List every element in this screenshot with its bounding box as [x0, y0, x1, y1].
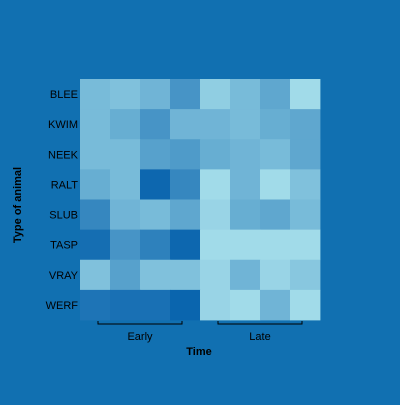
heatmap-cell	[200, 200, 230, 231]
row-label: VRAY	[48, 269, 78, 282]
heatmap-cell	[110, 260, 140, 291]
heatmap-cell	[170, 169, 200, 200]
heatmap-cell	[290, 109, 320, 140]
heatmap-cell	[140, 169, 170, 200]
heatmap-cell	[110, 290, 140, 321]
heatmap-cell	[140, 230, 170, 261]
heatmap-cell	[200, 169, 230, 200]
heatmap-cell	[140, 139, 170, 170]
heatmap-cell	[260, 79, 290, 110]
x-axis-title: Time	[186, 346, 212, 358]
heatmap-cell	[200, 230, 230, 261]
heatmap-cell	[230, 260, 260, 291]
row-label: RALT	[50, 179, 78, 192]
heatmap-cell	[140, 79, 170, 110]
heatmap-cell	[260, 290, 290, 321]
heatmap-cell	[290, 169, 320, 200]
heatmap-cell	[110, 139, 140, 170]
heatmap-cell	[200, 109, 230, 140]
heatmap-cell	[80, 169, 110, 200]
heatmap-cells	[80, 79, 320, 320]
heatmap-cell	[290, 139, 320, 170]
heatmap-cell	[140, 260, 170, 291]
heatmap-cell	[290, 230, 320, 261]
heatmap-cell	[170, 139, 200, 170]
heatmap-cell	[260, 260, 290, 291]
heatmap-cell	[80, 139, 110, 170]
heatmap-cell	[80, 109, 110, 140]
row-label: KWIM	[48, 119, 78, 132]
heatmap-cell	[260, 230, 290, 261]
heatmap-cell	[170, 109, 200, 140]
heatmap-cell	[230, 169, 260, 200]
group-label: Early	[127, 331, 153, 343]
heatmap-cell	[80, 200, 110, 231]
heatmap-cell	[80, 260, 110, 291]
heatmap-cell	[170, 290, 200, 321]
heatmap-cell	[110, 79, 140, 110]
heatmap-cell	[140, 200, 170, 231]
heatmap-cell	[110, 200, 140, 231]
heatmap-cell	[260, 109, 290, 140]
heatmap-cell	[290, 290, 320, 321]
heatmap-cell	[230, 230, 260, 261]
heatmap-cell	[200, 260, 230, 291]
row-label: TASP	[50, 239, 78, 252]
heatmap-cell	[230, 139, 260, 170]
row-label: WERF	[45, 299, 78, 312]
heatmap-cell	[170, 200, 200, 231]
heatmap-cell	[170, 260, 200, 291]
heatmap-cell	[290, 200, 320, 231]
heatmap-cell	[110, 109, 140, 140]
row-label: BLEE	[49, 89, 78, 102]
heatmap-cell	[80, 79, 110, 110]
heatmap-cell	[140, 290, 170, 321]
heatmap-cell	[110, 230, 140, 261]
heatmap-cell	[290, 79, 320, 110]
heatmap-cell	[110, 169, 140, 200]
heatmap-cell	[260, 200, 290, 231]
heatmap-cell	[230, 79, 260, 110]
row-label: SLUB	[49, 209, 78, 222]
heatmap-cell	[200, 290, 230, 321]
heatmap-cell	[290, 260, 320, 291]
heatmap-cell	[170, 230, 200, 261]
heatmap-cell	[230, 109, 260, 140]
heatmap-cell	[260, 139, 290, 170]
group-label: Late	[249, 331, 271, 343]
heatmap-cell	[200, 79, 230, 110]
row-label: NEEK	[48, 149, 78, 162]
heatmap-cell	[200, 139, 230, 170]
heatmap-cell	[230, 200, 260, 231]
heatmap-cell	[260, 169, 290, 200]
heatmap-cell	[80, 230, 110, 261]
heatmap-cell	[140, 109, 170, 140]
heatmap-cell	[80, 290, 110, 321]
heatmap-cell	[230, 290, 260, 321]
heatmap-cell	[170, 79, 200, 110]
y-axis-title: Type of animal	[12, 166, 24, 244]
